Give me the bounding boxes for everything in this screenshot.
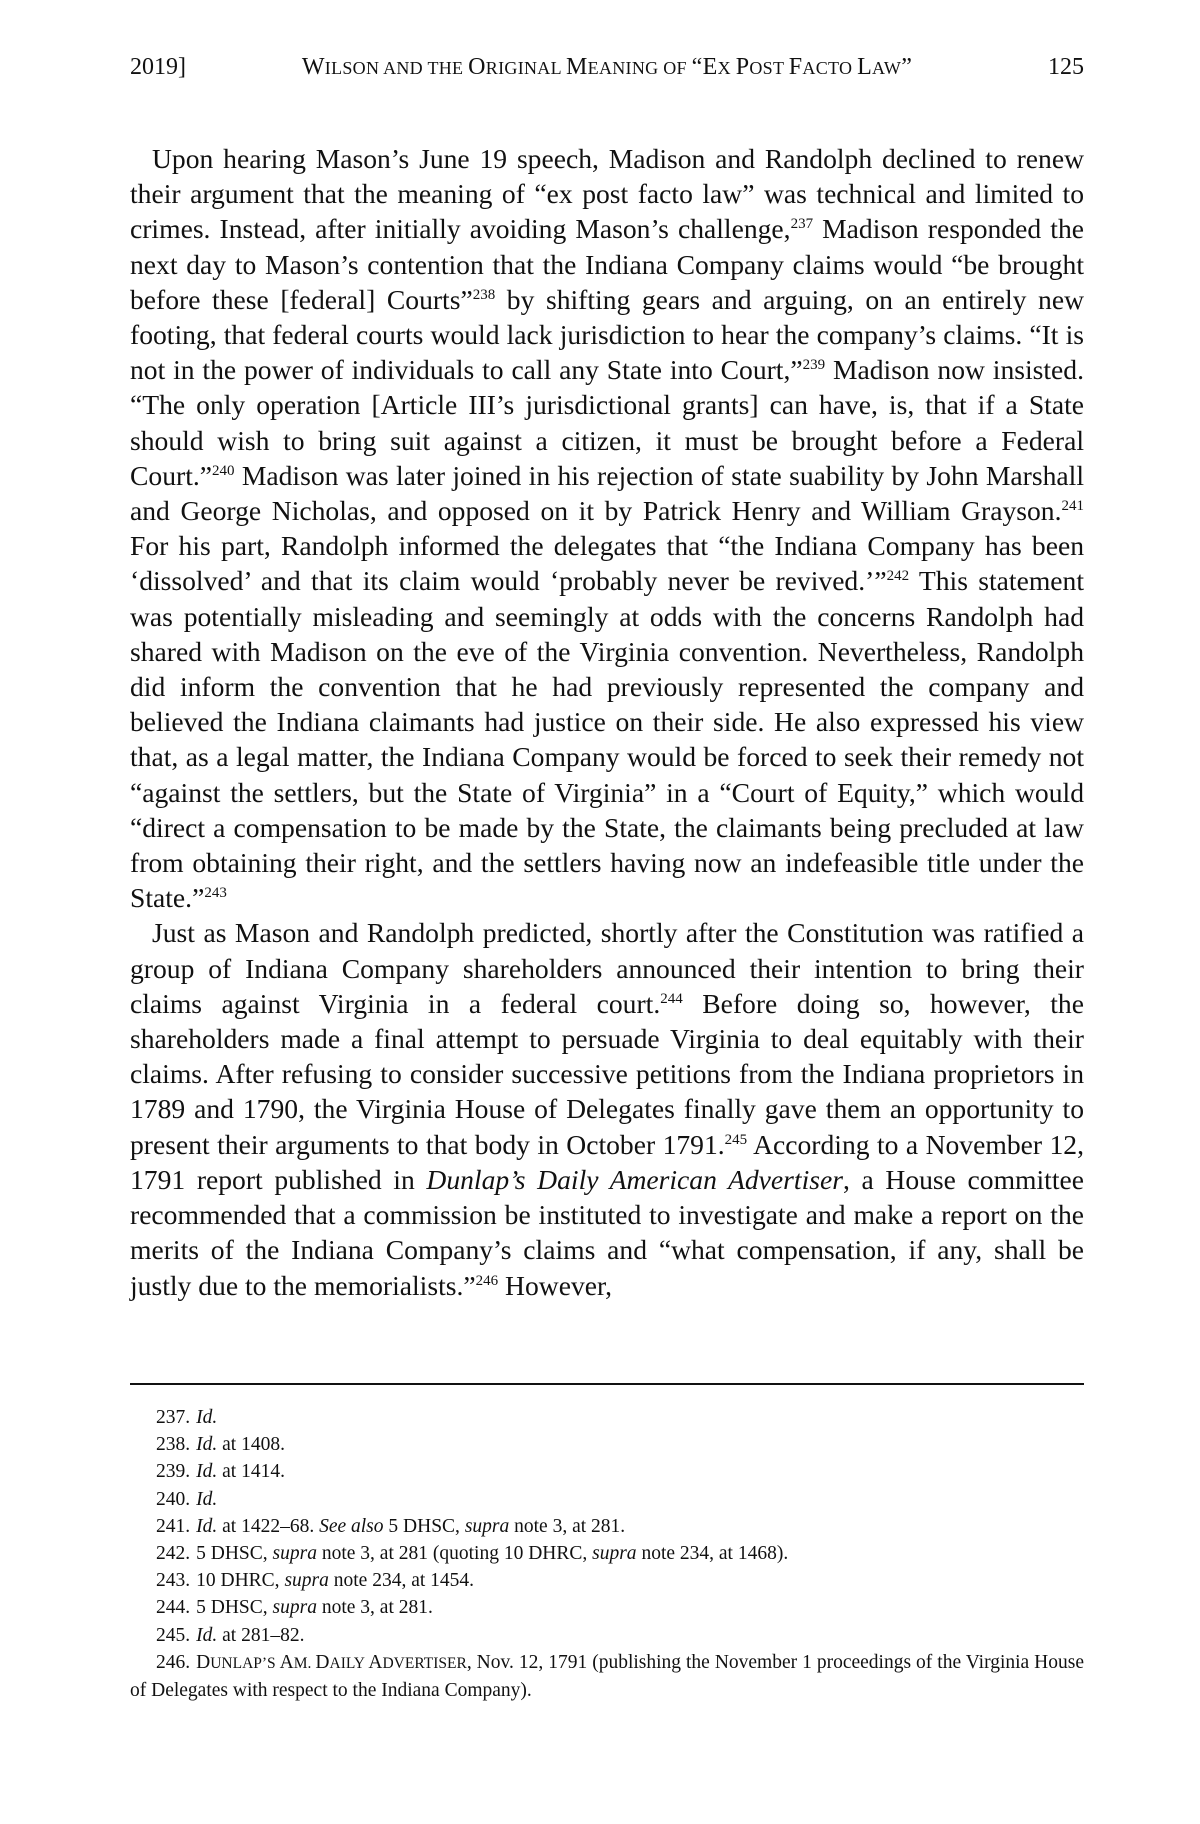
footnote-ref[interactable]: 241 <box>1061 498 1084 515</box>
italic-text: Dunlap’s Daily American Advertiser <box>426 1163 843 1195</box>
footnote-ref[interactable]: 244 <box>660 990 683 1007</box>
footnote-number: 242. <box>156 1543 191 1565</box>
italic-text: Id. <box>196 1488 218 1510</box>
text-run: note 234, at 1468). <box>636 1543 789 1565</box>
text-run: Before doing so, however, the shareholders made a final attempt to persuade Virginia to deal equitably with their claims. After refusing to consider successive petitions from the Indiana proprietors in 1789 and 1790, the Virginia House of Delegates finally gave them an opportunity to present their arguments to that body in October 1791. <box>130 987 1084 1160</box>
text-run: at 281–82. <box>217 1624 305 1646</box>
footnote-number: 239. <box>156 1461 191 1483</box>
footnote-ref[interactable]: 239 <box>802 357 826 374</box>
small-caps-text: M. <box>293 1654 316 1672</box>
footnote-ref[interactable]: 237 <box>790 216 814 233</box>
italic-text: Id. <box>196 1407 218 1428</box>
italic-text: supra <box>284 1570 329 1592</box>
italic-text: supra <box>272 1543 317 1565</box>
text-run: at 1422–68. <box>217 1515 320 1537</box>
italic-text: supra <box>464 1515 510 1537</box>
text-run: A <box>279 1651 294 1673</box>
italic-text: See also <box>319 1515 384 1537</box>
footnote <box>130 1458 1084 1485</box>
italic-text: Id. <box>196 1461 218 1483</box>
text-run: Madison was later joined in his rejection of state suability by John Marshall and George Nicholas, and opposed on it by Patrick Henry and William Grayson. <box>130 459 1084 527</box>
footnote <box>130 1540 1084 1567</box>
text-run: Madison now insisted. “The only operation [Article III’s jurisdictional grants] can have, is, that if a State should wish to bring suit against a citizen, it must be brought before a Federal Court.” <box>130 354 1084 491</box>
text-run: According to a November 12, 1791 report published in <box>130 1128 1084 1195</box>
footnote-ref[interactable]: 243 <box>204 885 227 902</box>
text-run: D <box>315 1651 330 1673</box>
italic-text: Id. <box>196 1434 218 1456</box>
small-caps-text: DVERTISER <box>382 1654 467 1672</box>
footnote-number: 240. <box>156 1488 191 1510</box>
footnote-number: 246. <box>156 1651 191 1673</box>
text-run: note 3, at 281. <box>509 1515 626 1537</box>
text-run: 5 DHSC, <box>383 1515 465 1537</box>
text-run: Madison responded the next day to Mason’s contention that the Indiana Company claims would “be brought before these [federal] Courts” <box>130 213 1084 315</box>
footnote-ref[interactable]: 246 <box>475 1272 499 1289</box>
text-run: 10 DHRC, <box>196 1570 285 1592</box>
footnote-separator <box>130 1383 1084 1385</box>
small-caps-text: UNLAP’S <box>210 1654 280 1672</box>
footnote <box>130 1486 1084 1513</box>
footnote <box>130 1513 1084 1540</box>
running-header <box>130 50 1084 84</box>
body-paragraph <box>130 141 1084 915</box>
italic-text: supra <box>592 1543 637 1565</box>
journal-year: 2019] <box>130 54 186 80</box>
footnote-number: 243. <box>156 1570 191 1592</box>
main-text <box>130 141 1084 1303</box>
text-run: , a House committee recommended that a commission be instituted to investigate and make a report on the merits of the Indiana Company’s claims and “what compensation, if any, shall be justly due to the memorialists.” <box>130 1163 1085 1301</box>
footnotes <box>130 1404 1084 1704</box>
footnote-number: 237. <box>156 1407 191 1428</box>
footnote-number: 245. <box>156 1624 191 1646</box>
footnote-number: 241. <box>156 1515 191 1537</box>
text-run: note 3, at 281. <box>316 1597 433 1619</box>
text-run: note 3, at 281 (quoting 10 DHRC, <box>316 1543 593 1565</box>
footnote-ref[interactable]: 245 <box>724 1131 748 1148</box>
footnote <box>130 1567 1084 1594</box>
text-run: For his part, Randolph informed the delegates that “the Indiana Company has been ‘dissolved’ and that its claim would ‘probably never be revived.’” <box>130 530 1084 597</box>
footnote-number: 244. <box>156 1597 191 1619</box>
text-run: This statement was potentially misleading and seemingly at odds with the concerns Randolph had shared with Madison on the eve of the Virginia convention. Nevertheless, Randolph did inform the convention that he had previously represented the company and believed the Indiana claimants had justice on their side. He also expressed his view that, as a legal matter, the Indiana Company would be forced to seek their remedy not “against the settlers, but the State of Virginia” in a “Court of Equity,” which would “direct a compensation to be made by the State, the claimants being precluded at law from obtaining their right, and the settlers having now an indefeasible title under the State.” <box>130 565 1084 914</box>
small-caps-text: AILY <box>329 1654 369 1672</box>
text-run: , Nov. 12, 1791 (publishing the November 1 proceedings of the Virginia House of Delegates with respect to the Indiana Company). <box>130 1651 1085 1702</box>
footnote <box>130 1594 1084 1621</box>
footnote <box>130 1622 1084 1649</box>
running-title: WILSON AND THE ORIGINAL MEANING OF “EX POST FACTO LAW” <box>301 54 913 80</box>
text-run: note 234, at 1454. <box>328 1570 475 1592</box>
text-run: at 1408. <box>217 1434 285 1456</box>
body-paragraph <box>130 915 1084 1302</box>
footnote <box>130 1649 1084 1704</box>
text-run: Just as Mason and Randolph predicted, shortly after the Constitution was ratified a group of Indiana Company shareholders announced their intention to bring their claims against Virginia in a federal court. <box>130 917 1084 1019</box>
text-run: D <box>196 1651 211 1673</box>
text-run: at 1414. <box>217 1461 285 1483</box>
footnote-ref[interactable]: 240 <box>212 462 235 479</box>
italic-text: Id. <box>196 1515 218 1537</box>
footnote-ref[interactable]: 238 <box>472 286 496 303</box>
italic-text: supra <box>272 1597 317 1619</box>
text-run: However, <box>498 1269 612 1301</box>
footnote <box>130 1404 1084 1431</box>
text-run: A <box>368 1651 383 1673</box>
footnote-ref[interactable]: 242 <box>886 568 910 585</box>
text-run: by shifting gears and arguing, on an entirely new footing, that federal courts would lack jurisdiction to hear the company’s claims. “It is not in the power of individuals to call any State into Court,” <box>130 283 1084 386</box>
text-run: 5 DHSC, <box>196 1543 273 1565</box>
footnote <box>130 1431 1084 1458</box>
page-number: 125 <box>1048 54 1084 80</box>
text-run: Upon hearing Mason’s June 19 speech, Madison and Randolph declined to renew their argument that the meaning of “ex post facto law” was technical and limited to crimes. Instead, after initially avoiding Mason’s challenge, <box>130 143 1084 245</box>
footnote-number: 238. <box>156 1434 191 1456</box>
text-run: 5 DHSC, <box>196 1597 273 1619</box>
italic-text: Id. <box>196 1624 218 1646</box>
